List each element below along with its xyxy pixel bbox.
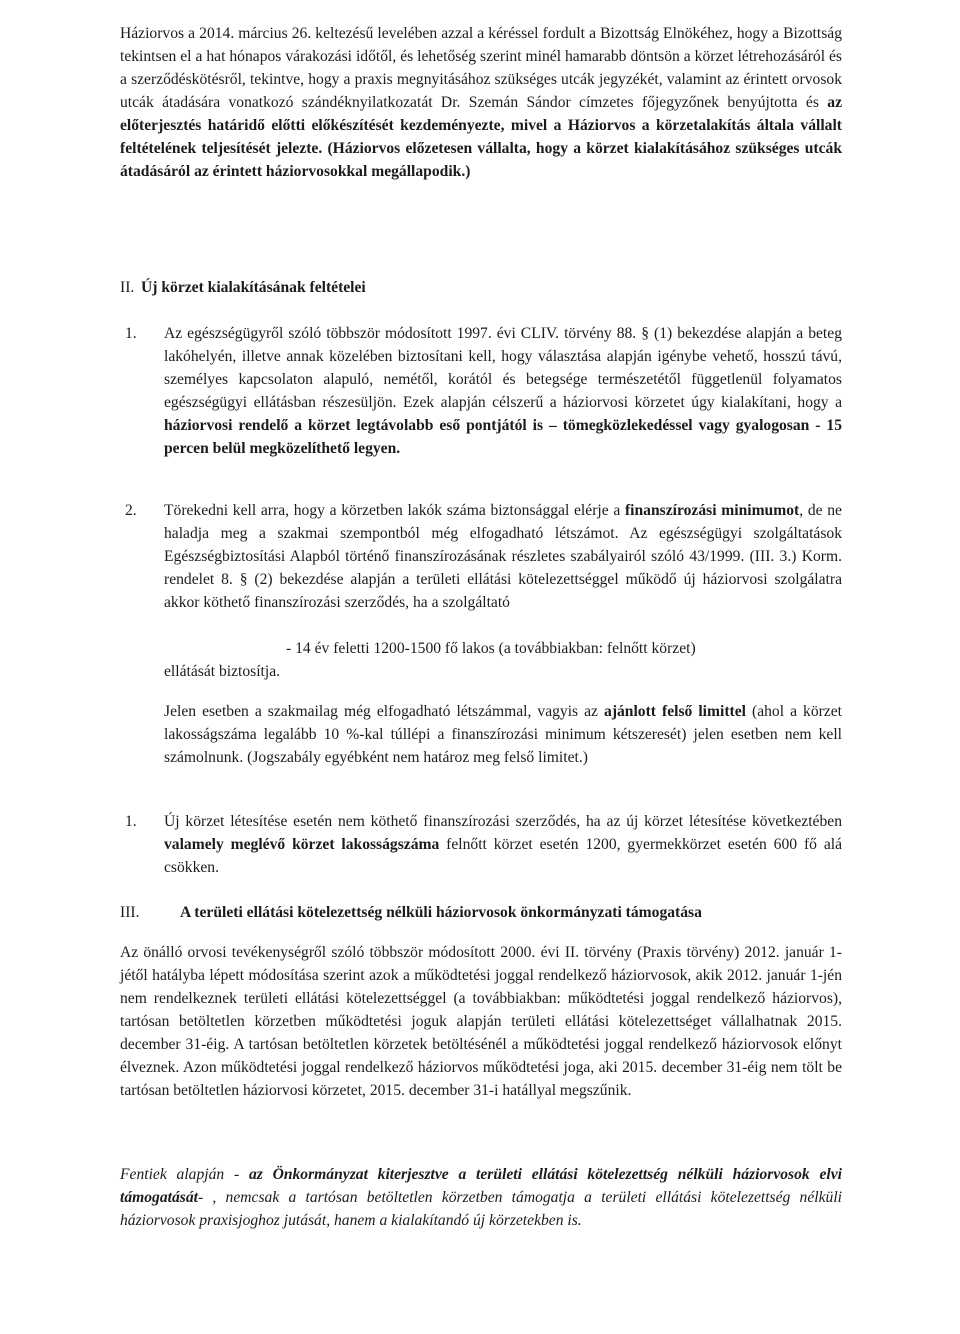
section-heading-2 bbox=[120, 276, 366, 299]
item-2-text bbox=[164, 499, 842, 614]
paragraph-conclusion-bold: az Önkormányzat kiterjesztve a területi ellátási kötelezettség nélküli háziorvosok elvi támogatását bbox=[120, 1166, 842, 1206]
section-heading-3 bbox=[120, 901, 702, 924]
section-title-2: Új körzet kialakításának feltételei bbox=[141, 279, 366, 296]
item-3-text-regular-2: felnőtt körzet esetén 1200, gyermekkörzet esetén 600 fő alá csökken. bbox=[164, 836, 842, 876]
item-1-text bbox=[164, 322, 842, 460]
paragraph-intro bbox=[120, 22, 842, 183]
section-number-2: II. bbox=[120, 279, 135, 296]
item-number-3: 1. bbox=[125, 813, 137, 830]
item-number-1: 1. bbox=[125, 325, 137, 342]
paragraph-intro-text: Háziorvos a 2014. március 26. keltezésű levelében azzal a kéréssel fordult a Bizottság Elnökéhez, hogy a Bizottság tekintsen el a hat hónapos várakozási időtől, és lehetőség szerint minél hamarabb döntsön a körzet létrehozásáról és a szerződéskötésről, tekintve, hogy a praxis megnyitásához szükséges utcák jegyzékét, valamint az érintett orvosok utcák átadására vonatkozó szándéknyilatkozatát Dr. Szemán Sándor címzetes főjegyzőnek benyújtotta és bbox=[120, 25, 842, 111]
item-1-text-regular: Az egészségügyről szóló többször módosított 1997. évi CLIV. törvény 88. § (1) bekezdése alapján a beteg lakóhelyén, illetve annak közelében biztosítani kell, hogy választása alapján igénybe vehető, hosszú távú, személyes kapcsolaton alapuló, nemétől, korától és betegsége természetétől függetlenül folyamatos egészségügyi ellátásban részesüljön. Ezek alapján célszerű a háziorvosi körzetet úgy kialakítani, hogy a bbox=[164, 325, 842, 411]
paragraph-conclusion-text-2: - , nemcsak a tartósan betöltetlen körzetben támogatja a területi ellátási kötelezettség nélküli háziorvosok praxisjoghoz jutását, hanem a kialakítandó új körzetekben is. bbox=[120, 1189, 842, 1229]
item-2-text-regular-2: , de ne haladja meg a szakmai szempontból még elfogadható létszámot. Az egészségügyi szolgáltatások Egészségbiztosítási Alapból történő finanszírozásának részletes szabályairól szóló 43/1999. (III. 3.) Korm. rendelet 8. § (2) bekezdése alapján a területi ellátási kötelezettséggel működő új háziorvosi szolgálatra akkor köthető finanszírozási szerződés, ha a szolgáltató bbox=[164, 502, 842, 611]
item-2b-text-bold: ajánlott felső limittel bbox=[604, 703, 746, 720]
item-2-tail: ellátását biztosítja. bbox=[164, 663, 281, 680]
paragraph-praxis-law: Az önálló orvosi tevékenységről szóló többször módosított 2000. évi II. törvény (Praxis törvény) 2012. január 1-jétől hatályba lépett módosítása szerint azok a működtetési joggal rendelkező háziorvosok, akik 2012. január 1-jén nem rendelkeznek területi ellátási kötelezettséggel (a továbbiakban: működtetési joggal rendelkező háziorvos), tartósan betöltetlen körzetben működtetési joguk alapján területi ellátási kötelezettséget vállalhatnak 2015. december 31-éig. A tartósan betöltetlen körzetek betöltésénél a működtetési joggal rendelkező háziorvosok előnyt élveznek. Azon működtetési joggal rendelkező háziorvos működtetési joga, aki 2015. december 31-éig nem tölt be tartósan betöltetlen háziorvosi körzetet, 2015. december 31-i hatállyal megszűnik. bbox=[120, 944, 842, 1099]
paragraph-conclusion-text: Fentiek alapján - bbox=[120, 1166, 249, 1183]
item-3-text-regular: Új körzet létesítése esetén nem köthető finanszírozási szerződés, ha az új körzet létesítése következtében bbox=[164, 813, 842, 830]
paragraph-conclusion bbox=[120, 1163, 842, 1232]
item-2b-text-regular-2: (ahol a körzet lakosságszáma legalább 10 %-kal túllépi a finanszírozási minimum kétszeresét) jelen esetben nem kell számolnunk. (Jogszabály egyébként nem határoz meg felső limitet.) bbox=[164, 703, 842, 766]
item-3-text bbox=[164, 810, 842, 879]
item-2-bullet: - 14 év feletti 1200-1500 fő lakos (a továbbiakban: felnőtt körzet) bbox=[286, 640, 696, 657]
item-2-text-regular: Törekedni kell arra, hogy a körzetben lakók száma biztonsággal elérje a bbox=[164, 502, 625, 519]
paragraph-intro-bold: az előterjesztés határidő előtti előkészítését kezdeményezte, mivel a Háziorvos a körzetalakítás általa vállalt feltételének teljesítését jelezte. (Háziorvos előzetesen vállalta, hogy a körzet kialakításához szükséges utcák átadásáról az érintett háziorvosokkal megállapodik.) bbox=[120, 94, 842, 180]
section-title-3: A területi ellátási kötelezettség nélküli háziorvosok önkormányzati támogatása bbox=[180, 904, 702, 921]
item-2b-text-regular: Jelen esetben a szakmailag még elfogadható létszámmal, vagyis az bbox=[164, 703, 605, 720]
item-2-text-bold: finanszírozási minimumot bbox=[624, 502, 800, 519]
section-number-3: III. bbox=[120, 904, 140, 921]
item-3-text-bold: valamely meglévő körzet lakosságszáma bbox=[164, 836, 440, 853]
item-2b-text bbox=[164, 700, 842, 769]
item-1-text-bold: háziorvosi rendelő a körzet legtávolabb eső pontjától is – tömegközlekedéssel vagy gyalogosan - 15 percen belül megközelíthető legyen. bbox=[164, 417, 842, 457]
item-number-2: 2. bbox=[125, 502, 137, 519]
